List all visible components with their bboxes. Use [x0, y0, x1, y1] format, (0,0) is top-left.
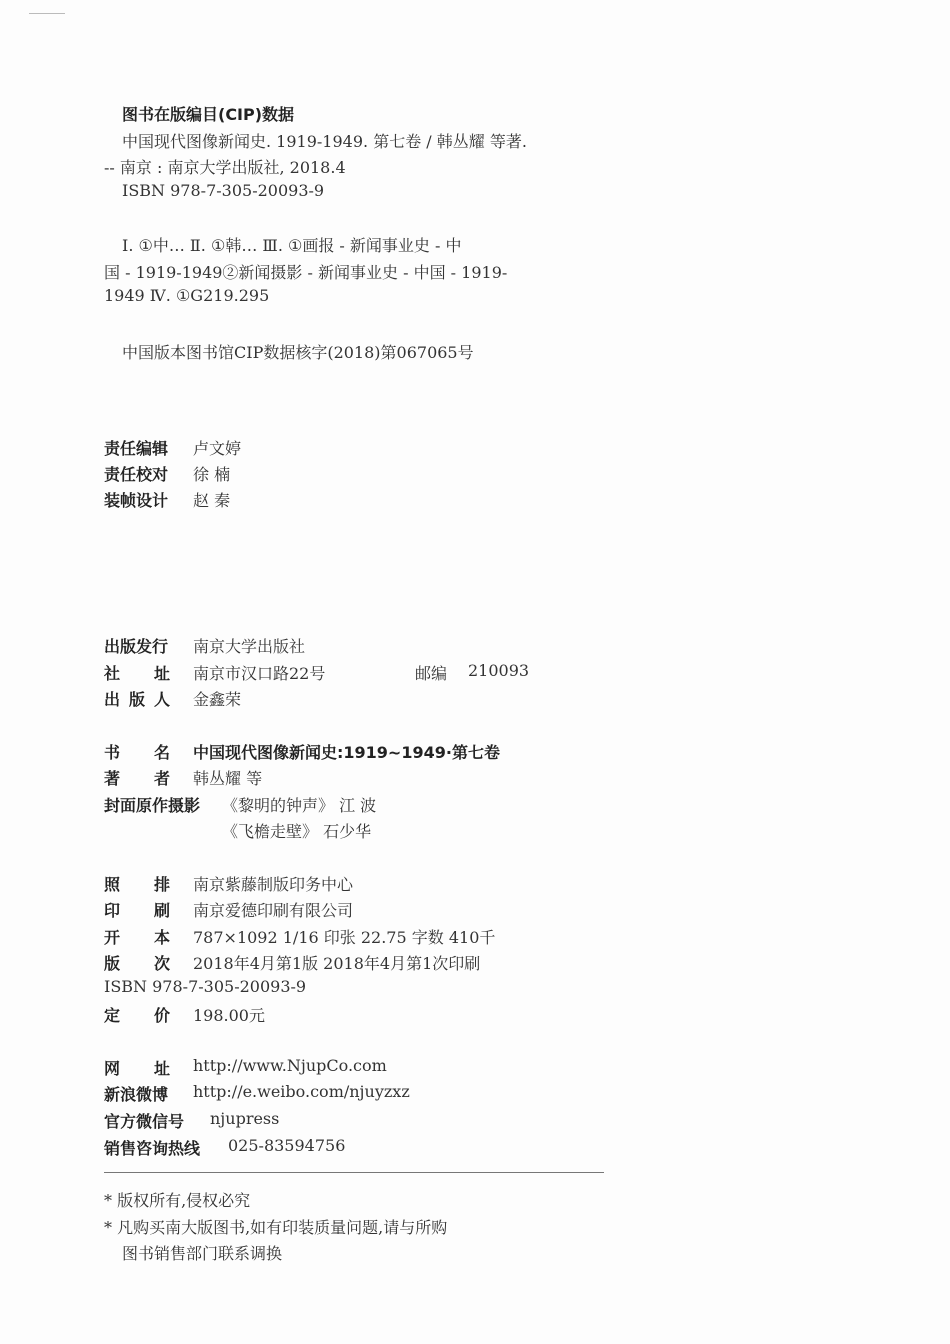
hotline-label: 销售咨询热线 [104, 1139, 201, 1158]
author-label: 著者 [104, 769, 205, 788]
printing-label: 印刷 [104, 901, 205, 920]
address-label: 社址 [104, 664, 205, 683]
note-quality-cont: 图书销售部门联系调换 [122, 1244, 283, 1263]
postcode-label: 邮编 [415, 664, 448, 683]
format-label: 开本 [104, 928, 205, 947]
website-label: 网址 [104, 1059, 205, 1078]
hotline-value: 025-83594756 [228, 1136, 346, 1155]
typeset-label: 照排 [104, 875, 205, 894]
author-value: 韩丛耀 等 [193, 769, 263, 788]
note-quality: * 凡购买南大版图书,如有印装质量问题,请与所购 [104, 1218, 448, 1237]
issue-label: 出版发行 [104, 637, 169, 656]
editor-value: 卢文婷 [193, 439, 242, 458]
editor-label: 责任编辑 [104, 439, 169, 458]
typeset-value: 南京紫藤制版印务中心 [193, 875, 354, 894]
edition-value: 2018年4月第1版 2018年4月第1次印刷 [193, 954, 481, 973]
designer-value: 赵 秦 [193, 491, 231, 510]
cover-photo-2: 《飞檐走壁》 石少华 [222, 822, 372, 841]
cover-photo-1: 《黎明的钟声》 江 波 [222, 796, 377, 815]
cip-isbn: ISBN 978-7-305-20093-9 [122, 181, 325, 200]
price-label: 定价 [104, 1006, 205, 1025]
scan-mark [29, 13, 65, 14]
printing-value: 南京爱德印刷有限公司 [193, 901, 354, 920]
title-label: 书名 [104, 743, 205, 762]
website-link: http://www.NjupCo.com [193, 1056, 387, 1075]
cip-class-line-1: Ⅰ. ①中… Ⅱ. ①韩… Ⅲ. ①画报 - 新闻事业史 - 中 [122, 236, 462, 255]
cip-heading: 图书在版编目(CIP)数据 [122, 105, 295, 124]
wechat-label: 官方微信号 [104, 1112, 185, 1131]
publisher-person-value: 金鑫荣 [193, 690, 242, 709]
weibo-link: http://e.weibo.com/njuyzxz [193, 1082, 410, 1101]
cip-line-2: -- 南京 : 南京大学出版社, 2018.4 [104, 158, 346, 177]
cip-record-number: 中国版本图书馆CIP数据核字(2018)第067065号 [122, 343, 474, 362]
title-value: 中国现代图像新闻史:1919~1949·第七卷 [193, 743, 500, 762]
publisher-person-label: 出版人 [104, 690, 180, 709]
weibo-label: 新浪微博 [104, 1085, 169, 1104]
edition-label: 版次 [104, 954, 205, 973]
proofreader-value: 徐 楠 [193, 465, 231, 484]
print-isbn: ISBN 978-7-305-20093-9 [104, 977, 307, 996]
note-copyright: * 版权所有,侵权必究 [104, 1191, 251, 1210]
postcode-value: 210093 [468, 661, 530, 680]
format-value: 787×1092 1/16 印张 22.75 字数 410千 [193, 928, 496, 947]
divider [104, 1172, 604, 1173]
designer-label: 装帧设计 [104, 491, 169, 510]
cover-photo-label: 封面原作摄影 [104, 796, 201, 815]
cip-class-line-3: 1949 Ⅳ. ①G219.295 [104, 286, 270, 305]
issue-value: 南京大学出版社 [193, 637, 306, 656]
proofreader-label: 责任校对 [104, 465, 169, 484]
price-value: 198.00元 [193, 1006, 265, 1025]
wechat-value: njupress [210, 1109, 280, 1128]
cip-line-1: 中国现代图像新闻史. 1919-1949. 第七卷 / 韩丛耀 等著. [122, 132, 527, 151]
address-value: 南京市汉口路22号 [193, 664, 326, 683]
cip-class-line-2: 国 - 1919-1949②新闻摄影 - 新闻事业史 - 中国 - 1919- [104, 263, 508, 282]
